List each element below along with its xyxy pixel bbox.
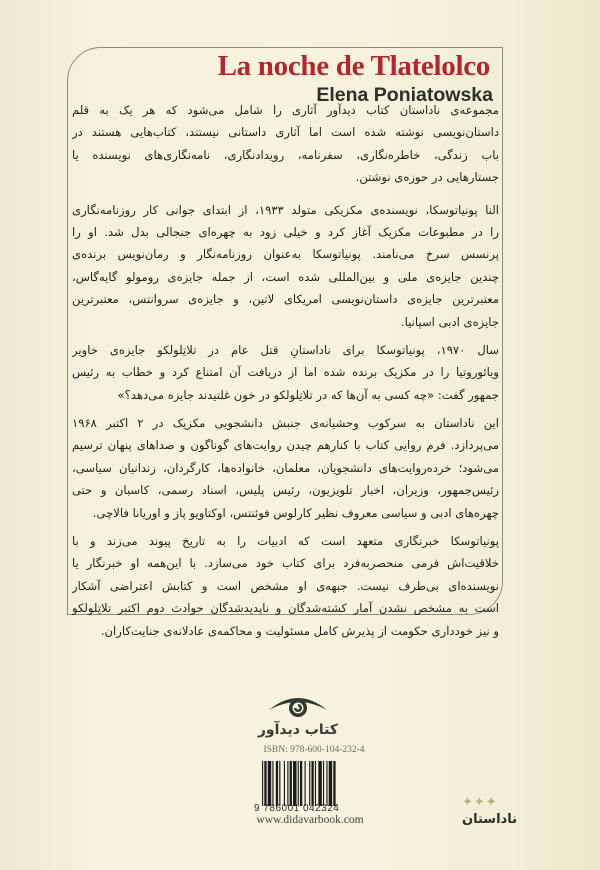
- blurb-line: النا پونیاتوسکا، نویسنده‌ی مکزیکی متولد ۱۹۳۳، از ابتدای جوانی کار روزنامه‌نگاری: [72, 202, 499, 217]
- blurb-line: خلاقیت‌اش فرمی منحصربه‌فرد برای کتاب خود می‌سازد. با این‌همه او خبرنگار یا: [72, 556, 499, 571]
- barcode-bar: [287, 761, 288, 806]
- blurb-paragraph: [72, 199, 499, 333]
- barcode-bar: [323, 761, 324, 806]
- barcode-bar: [284, 761, 285, 806]
- barcode-bar: [279, 761, 280, 806]
- eye-logo-icon: [267, 690, 329, 720]
- blurb-line: چهره‌های ادبی و سیاسی معروف نظیر کارلوس فوئنتس، اوکتاویو پاز و اوریانا فالاچی.: [92, 505, 499, 520]
- blurb-paragraph: [72, 530, 499, 642]
- blurb-line: باب زندگی، خاطره‌نگاری، سفرنامه، رویدادنگاری، نامه‌نگاری‌های نویسنده یا: [72, 147, 499, 162]
- blurb-line: و نیز خودداری حکومت از پذیرش کامل مسئولیت و محاکمه‌ی عادلانه‌ی جنایت‌کاران.: [100, 623, 499, 638]
- blurb-line: نویسنده‌ای بی‌طرف نیست. جبهه‌ی او مشخص است و کتابش اعتراضی آشکار: [72, 578, 499, 593]
- barcode-bar: [298, 761, 299, 806]
- blurb-line: این ناداستان به سرکوب وحشیانه‌ی جنبش دانشجویی مکزیک در ۲ اکتبر ۱۹۶۸: [72, 416, 499, 431]
- blurb-line: پرنسس سرخ می‌نامند. پونیاتوسکا به‌عنوان روزنامه‌نگار و رمان‌نویس برنده‌ی: [72, 247, 499, 262]
- blurb-line: است به مشخص نشدن آمار کشته‌شدگان و ناپدیدشدگان حوادث دوم اکتبر تلاتِلولکو: [72, 601, 499, 616]
- book-title: La noche de Tlatelolco: [217, 50, 490, 82]
- isbn: ISBN: 978-600-104-232-4: [263, 745, 365, 755]
- barcode-bar: [268, 761, 271, 806]
- blurb-text: [72, 99, 499, 648]
- barcode-bar: [290, 761, 292, 806]
- blurb-line: می‌پردازد. فرم روایی کتاب با کنارهم چیدن روایت‌های گوناگون و صداهای پنهان ترسیم: [72, 438, 499, 453]
- blurb-paragraph: [72, 99, 499, 189]
- blurb-line: سال ۱۹۷۰، پونیاتوسکا برای ناداستانِ قتل عام در تلاتِلولکو جایزه‌ی خاویر: [72, 342, 499, 357]
- barcode-bar: [305, 761, 306, 806]
- blurb-line: جمهور گفت: «چه کسی به آن‌ها که در تلاتِلولکو در خون غلتیدند جایزه می‌دهد؟»: [117, 387, 499, 402]
- blurb-line: ویائوروتیا را در مکزیک برنده شده اما از دریافت آن امتناع کرد و خطاب به رئیس: [72, 365, 499, 380]
- barcode-bar: [326, 761, 327, 806]
- blurb-line: را در مطبوعات مکزیک آغاز کرد و خیلی زود به چهره‌ای جنجالی بدل شد. او را: [72, 224, 499, 239]
- barcode-bar: [272, 761, 273, 806]
- barcode-bar: [300, 761, 302, 806]
- barcode-bar: [293, 761, 296, 806]
- barcode-bar: [315, 761, 316, 806]
- barcode-bar: [262, 761, 263, 806]
- publisher-name: کتاب دیدآور: [257, 722, 338, 738]
- author-name: Elena Poniatowska: [316, 84, 493, 106]
- barcode-digits: 9 786001 042324: [254, 803, 340, 814]
- publisher-website: www.didavarbook.com: [256, 814, 364, 826]
- blurb-line: می‌شود؛ خرده‌روایت‌های دانشجویان، معلمان، خانواده‌ها، کارگردان، زندانیان سیاسی،: [72, 460, 499, 475]
- blurb-line: چندین جایزه‌ی ملی و بین‌المللی شده است، از جمله جایزه‌ی رومولو گایه‌گاس،: [72, 269, 499, 284]
- blurb-line: رئیس‌جمهور، وزیران، اخبار تلویزیون، رئیس پلیس، اسناد رسمی، کاسبان و حتی: [72, 483, 499, 498]
- blurb-line: معتبرترین جایزه‌ی داستان‌نویسی امریکای لاتین، و جایزه‌ی سروانتس، معتبرترین: [72, 292, 499, 307]
- blurb-paragraph: [72, 412, 499, 524]
- blurb-line: مجموعه‌ی ناداستان کتاب دیدآور آثاری را شامل می‌شود که هر یک به قلم: [72, 103, 499, 117]
- barcode-bar: [264, 761, 266, 806]
- barcode-bar: [329, 761, 332, 806]
- barcode-bar: [318, 761, 321, 806]
- blurb-line: جایزه‌ی ادبی اسپانیا.: [400, 314, 499, 329]
- series-stars-icon: ✦✦✦: [462, 795, 498, 810]
- blurb-paragraph: [72, 339, 499, 406]
- barcode-bar: [276, 761, 278, 806]
- series-label: ناداستان: [462, 812, 517, 827]
- blurb-line: جستارهایی در حوزه‌ی نوشتن.: [355, 170, 499, 185]
- barcode-bar: [309, 761, 310, 806]
- barcode: [262, 761, 362, 806]
- blurb-line: پونیاتوسکا خبرنگاری متعهد است که ادبیات را به تاریخ پیوند می‌زند و با: [72, 534, 499, 549]
- barcode-bar: [333, 761, 335, 806]
- blurb-line: داستان‌نویسی نوشته شده است اما آثاری داستانی نیستند، کتاب‌هایی هستند در: [72, 125, 499, 140]
- publisher-logo: [258, 690, 338, 738]
- barcode-bar: [311, 761, 313, 806]
